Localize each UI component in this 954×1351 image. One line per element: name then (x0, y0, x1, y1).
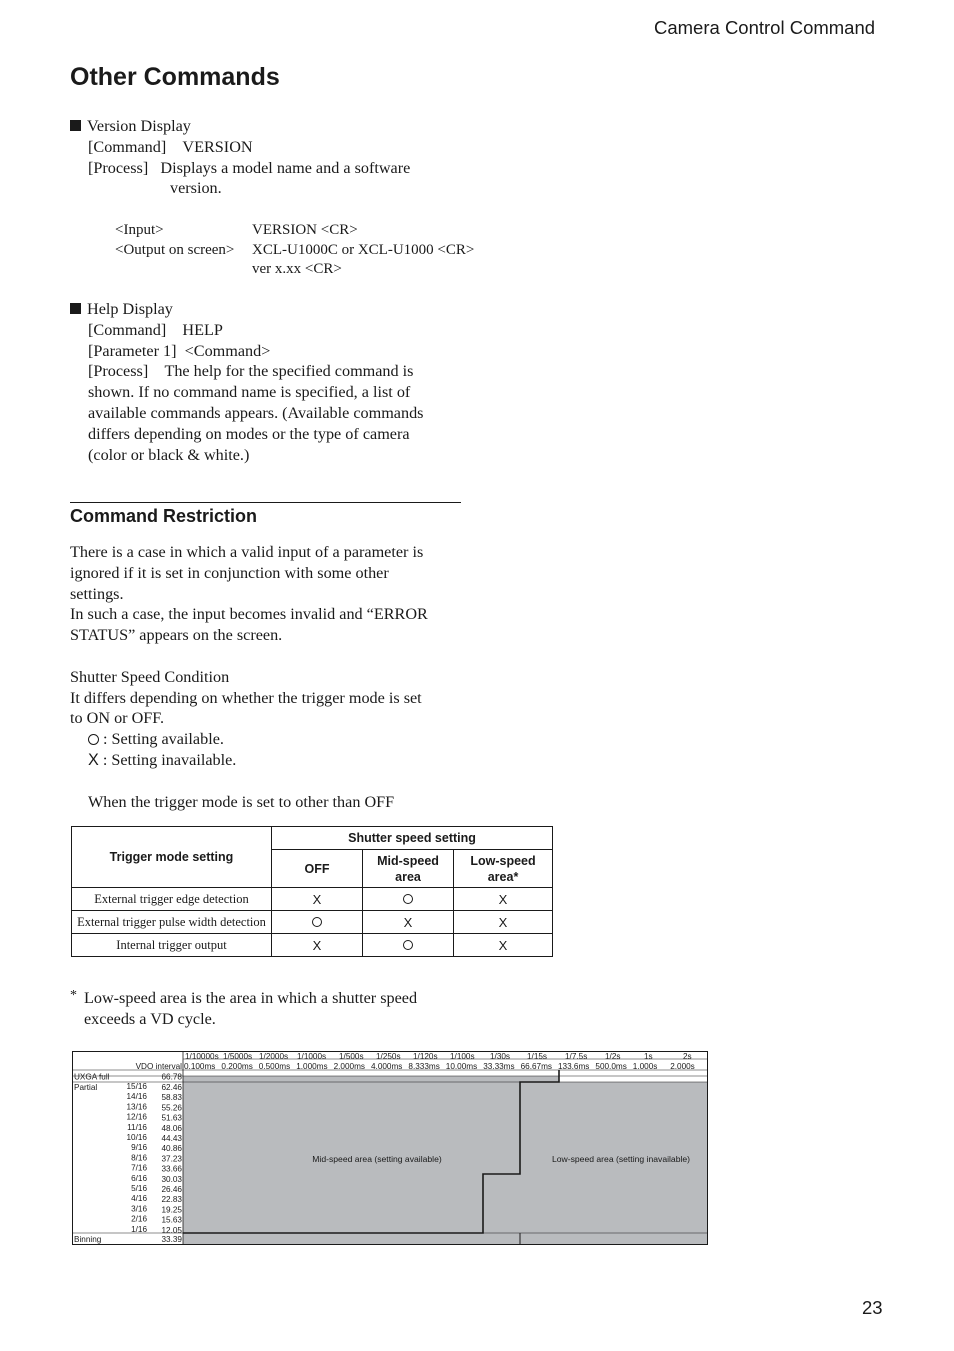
partial-value: 26.46 (161, 1185, 182, 1194)
legend-unavailable (70, 750, 470, 771)
circle-icon (403, 894, 413, 904)
mark-cell (272, 911, 363, 934)
shutter-label: 1/500s (339, 1052, 364, 1061)
shutter-label: 1s (644, 1052, 653, 1061)
partial-value: 58.83 (161, 1093, 182, 1103)
row-label: External trigger edge detection (72, 888, 272, 911)
help-process-text: (color or black & white.) (88, 445, 250, 464)
shutter-label: 1/15s (527, 1052, 548, 1061)
interval-label: 0.100ms (184, 1062, 216, 1071)
interval-label: 66.67ms (520, 1062, 553, 1071)
partial-fraction: 5/16 (131, 1184, 147, 1193)
shutter-label: 1/5000s (223, 1052, 253, 1061)
interval-label: 1.000ms (296, 1062, 328, 1071)
version-display-section (70, 116, 470, 199)
square-bullet-icon (70, 120, 81, 131)
col-header-low-line2: area* (487, 869, 519, 884)
partial-value: 40.86 (161, 1144, 182, 1154)
partial-value: 44.43 (161, 1134, 182, 1143)
circle-icon (312, 917, 322, 927)
help-process-text: available commands appears. (Available commands (88, 403, 424, 422)
io-label: <Output on screen> (115, 241, 235, 258)
footnote-star: * (70, 988, 77, 1003)
shutter-area-diagram (72, 1051, 710, 1247)
interval-label: 0.500ms (258, 1062, 291, 1071)
partial-value: 62.46 (161, 1083, 182, 1092)
help-process-text: differs depending on modes or the type of camera (88, 424, 410, 443)
legend-available-text: : Setting available. (103, 730, 224, 749)
process-text: The help for the specified command is (164, 362, 414, 381)
version-heading (70, 116, 470, 137)
version-command-line (70, 137, 470, 158)
partial-value: 19.25 (161, 1205, 182, 1215)
mark-cell: X (272, 934, 363, 957)
paragraph-line: There is a case in which a valid input of a parameter is (70, 543, 424, 561)
partial-fraction: 3/16 (131, 1204, 147, 1214)
partial-value: 15.63 (161, 1215, 182, 1225)
partial-fraction: 6/16 (131, 1173, 147, 1183)
mark-cell: X (454, 934, 553, 957)
partial-fraction: 7/16 (131, 1163, 147, 1173)
partial-fraction: 13/16 (126, 1102, 147, 1112)
mark-cell (363, 934, 454, 957)
section-divider (70, 502, 461, 503)
io-row (115, 221, 474, 241)
col-header-low-line1: Low-speed (470, 853, 536, 868)
partial-fraction: 14/16 (126, 1092, 147, 1102)
interval-label: 500.0ms (595, 1062, 627, 1071)
partial-label: Partial (74, 1083, 98, 1092)
process-label: [Process] (88, 362, 149, 381)
command-value: VERSION (182, 137, 253, 156)
partial-fraction: 1/16 (131, 1224, 147, 1234)
col-header-mid-line2: area (395, 869, 421, 884)
partial-fraction: 10/16 (126, 1133, 147, 1142)
shutter-label: 1/2000s (259, 1052, 289, 1061)
header-section-title: Camera Control Command (654, 17, 876, 38)
io-value: VERSION <CR> (252, 222, 358, 238)
footnote-line: Low-speed area is the area in which a shutter speed (84, 989, 418, 1007)
page-number: 23 (862, 1297, 883, 1318)
binning-value: 33.39 (161, 1235, 182, 1244)
legend-available (70, 729, 470, 750)
vdo-interval-label: VDO interval (135, 1062, 182, 1071)
interval-label: 33.33ms (483, 1062, 515, 1071)
partial-value: 33.66 (161, 1164, 182, 1174)
interval-label: 8.333ms (408, 1062, 440, 1071)
square-bullet-icon (70, 303, 81, 314)
interval-label: 2.000ms (333, 1062, 366, 1071)
help-heading (70, 299, 465, 320)
help-parameter-line (70, 341, 465, 362)
io-value: ver x.xx <CR> (252, 261, 342, 277)
footnote-line: exceeds a VD cycle. (84, 1009, 216, 1028)
partial-fraction: 15/16 (126, 1082, 147, 1091)
footnote-text (84, 988, 474, 1030)
mark-cell: X (363, 911, 454, 934)
shutter-label: 1/250s (376, 1052, 401, 1061)
paragraph-line: ignored if it is set in conjunction with some other (70, 563, 389, 582)
row-label: Internal trigger output (72, 934, 272, 957)
io-label: <Input> (115, 222, 164, 238)
parameter-value: <Command> (184, 341, 271, 360)
shutter-label: 1/2s (605, 1052, 621, 1061)
trigger-note: When the trigger mode is set to other than OFF (88, 792, 395, 811)
low-speed-area-label: Low-speed area (setting inavailable) (551, 1154, 691, 1164)
partial-fraction: 11/16 (127, 1122, 147, 1132)
io-row (115, 241, 474, 261)
io-label (115, 260, 252, 280)
help-process-text: shown. If no command name is specified, a list of (88, 383, 411, 402)
table-row (72, 934, 553, 957)
io-value: XCL-U1000C or XCL-U1000 <CR> (252, 241, 475, 258)
shutter-label: 1/7.5s (565, 1052, 588, 1061)
mark-cell: X (454, 911, 553, 934)
shutter-label: 1/120s (413, 1052, 438, 1061)
partial-value: 22.83 (161, 1195, 182, 1205)
restriction-body (70, 542, 470, 812)
interval-label: 4.000ms (371, 1062, 403, 1071)
version-process-line (70, 158, 470, 179)
circle-icon (403, 940, 413, 950)
col-header-low (454, 850, 553, 888)
command-restriction-heading: Command Restriction (70, 506, 258, 526)
partial-value: 30.03 (161, 1174, 182, 1184)
partial-fraction: 9/16 (131, 1143, 147, 1153)
shutter-label: 1/100s (450, 1052, 475, 1061)
command-value: HELP (182, 320, 223, 339)
shutter-label: 2s (683, 1052, 692, 1061)
version-heading-text: Version Display (87, 117, 191, 135)
help-heading-text: Help Display (87, 300, 173, 318)
partial-fraction: 4/16 (131, 1194, 147, 1204)
interval-label: 1.000s (632, 1062, 658, 1071)
interval-label: 0.200ms (221, 1062, 253, 1071)
version-io-block (115, 221, 474, 280)
paragraph-line: In such a case, the input becomes invalid and “ERROR (70, 605, 428, 624)
uxga-area-shading (183, 1076, 559, 1082)
row-label: External trigger pulse width detection (72, 911, 272, 934)
condition-line: It differs depending on whether the trigger mode is set (70, 688, 422, 707)
uxga-value: 66.78 (161, 1072, 182, 1082)
partial-value: 51.63 (161, 1113, 182, 1123)
partial-value: 55.26 (161, 1103, 182, 1113)
interval-label: 133.6ms (558, 1062, 590, 1071)
page-title: Other Commands (70, 63, 280, 91)
partial-fraction: 2/16 (131, 1214, 147, 1224)
process-label: [Process] (88, 158, 149, 177)
mark-cell: X (272, 888, 363, 911)
table-row (72, 888, 553, 911)
partial-value: 37.23 (161, 1154, 182, 1164)
mark-cell (363, 888, 454, 911)
legend-unavailable-text: : Setting inavailable. (102, 750, 237, 769)
process-text: Displays a model name and a software (160, 158, 411, 177)
mark-cell: X (454, 888, 553, 911)
interval-label: 10.00ms (445, 1062, 478, 1071)
paragraph-line: STATUS” appears on the screen. (70, 626, 283, 645)
shutter-label: 1/30s (490, 1052, 511, 1061)
shutter-condition-table (71, 826, 553, 957)
paragraph-line: settings. (70, 584, 124, 603)
group-header: Shutter speed setting (272, 827, 553, 850)
command-label: [Command] (88, 137, 167, 156)
row-header: Trigger mode setting (72, 827, 272, 888)
col-header-mid (363, 850, 454, 888)
help-process-line (70, 361, 465, 382)
partial-value: 48.06 (161, 1123, 182, 1133)
partial-fraction: 12/16 (126, 1112, 147, 1122)
circle-icon (88, 734, 99, 745)
version-process-line-2: version. (170, 179, 222, 198)
io-row (115, 260, 474, 280)
uxga-label: UXGA full (74, 1072, 110, 1082)
binning-label: Binning (74, 1235, 102, 1244)
condition-title: Shutter Speed Condition (70, 667, 230, 686)
command-label: [Command] (88, 320, 167, 339)
shutter-label: 1/10000s (185, 1052, 219, 1061)
partial-value: 12.05 (161, 1225, 182, 1235)
help-display-section (70, 299, 465, 465)
table-row (72, 911, 553, 934)
help-command-line (70, 320, 465, 341)
col-header-mid-line1: Mid-speed (377, 853, 439, 868)
interval-label: 2.000s (670, 1062, 695, 1071)
condition-line: to ON or OFF. (70, 709, 165, 728)
mid-speed-area-label: Mid-speed area (setting available) (312, 1154, 442, 1164)
col-header-off: OFF (272, 850, 363, 888)
parameter-label: [Parameter 1] (88, 341, 177, 360)
shutter-label: 1/1000s (297, 1052, 327, 1061)
partial-fraction: 8/16 (131, 1153, 147, 1163)
cross-mark: X (88, 750, 99, 769)
